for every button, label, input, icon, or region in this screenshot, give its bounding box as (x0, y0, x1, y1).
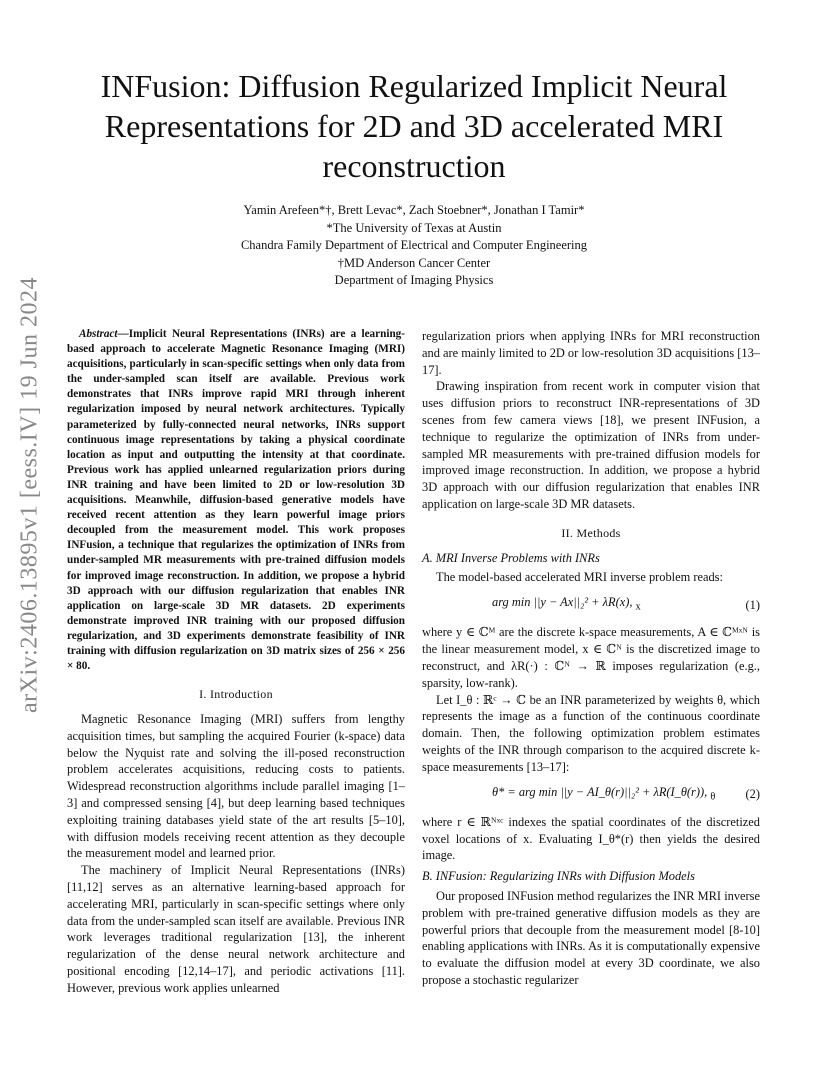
equation-1-body (492, 594, 641, 616)
section-heading-introduction: I. Introduction (199, 687, 273, 702)
arxiv-id-text: arXiv:2406.13895v1 [eess.IV] 19 Jun 2024 (16, 277, 43, 713)
affiliation-4: Department of Imaging Physics (334, 273, 494, 287)
affiliation-1: *The University of Texas at Austin (326, 220, 502, 235)
equation-2-text: θ* = arg min ||y − AI_θ(r)||₂² + λR(I_θ(r)), (492, 784, 708, 799)
author-names: Yamin Arefeen*†, Brett Levac*, Zach Stoebner*, Jonathan I Tamir* (243, 203, 585, 217)
equation-1-number: (1) (745, 597, 760, 612)
affiliation-2: Chandra Family Department of Electrical and Computer Engineering (240, 238, 588, 252)
equation-1 (422, 594, 760, 616)
methods-paragraph-1: The model-based accelerated MRI inverse problem reads: (436, 570, 723, 585)
equation-2-subscript: θ (710, 791, 716, 803)
methods-paragraph-2: where y ∈ ℂᴹ are the discrete k-space measurements, A ∈ ℂᴹˣᴺ is the linear measurement model, x ∈ ℂᴺ is the discretized image to reconstruct, and λR(·) : ℂᴺ → ℝ imposes regularization (e.g., sparsity, low-rank). (422, 625, 760, 690)
author-block (120, 202, 708, 290)
arxiv-identifier (10, 277, 50, 713)
equation-2 (422, 784, 760, 806)
equation-2-body (492, 784, 715, 806)
subsection-heading-a: A. MRI Inverse Problems with INRs (422, 550, 600, 565)
right-column (422, 328, 760, 989)
methods-paragraph-4: where r ∈ ℝᴺˣᶜ indexes the spatial coordinates of the discretized voxel locations of x. Evaluating I_θ*(r) then yields the desired image. (422, 814, 760, 863)
abstract-lead: Abstract (79, 328, 118, 340)
affiliation-3: †MD Anderson Cancer Center (337, 255, 491, 270)
methods-paragraph-3: Let I_θ : ℝᶜ → ℂ be an INR parameterized by weights θ, which represents the image as a function of the continuous coordinate domain. Then, the following optimization problem estimates weights of the INR through comparison to the acquired discrete k-space measurements [13–17]: (422, 692, 760, 774)
paper-title: INFusion: Diffusion Regularized Implicit Neural Representations for 2D and 3D accelerated MRI reconstruction (100, 68, 728, 184)
right-paragraph-1: regularization priors when applying INRs for MRI reconstruction and are mainly limited to 2D or low-resolution 3D acquisitions [13–17]. (422, 329, 760, 377)
abstract (67, 327, 405, 674)
subsection-heading-b: B. INFusion: Regularizing INRs with Diffusion Models (422, 869, 695, 884)
left-column (67, 327, 405, 997)
right-paragraph-2: Drawing inspiration from recent work in computer vision that uses diffusion priors to reconstruct INR-representations of 3D scenes from few camera views [18], we present INFusion, a technique to regularize the optimization of INRs from under-sampled MR measurements with pre-trained diffusion models for improved image reconstruction. In addition, we propose a hybrid 3D approach with our diffusion regularization that enables INR application on large-scale 3D MR datasets. (422, 379, 760, 511)
equation-1-subscript: x (635, 601, 641, 613)
methods-paragraph-5: Our proposed INFusion method regularizes the INR MRI inverse problem with pre-trained generative diffusion models as they are powerful priors that decouple from the measurement model [8-10] enabling applications with INRs. As it is computationally expensive to evaluate the diffusion model at every 3D coordinate, we also propose a stochastic regularizer (422, 889, 760, 988)
equation-1-text: arg min ||y − Ax||₂² + λR(x), (492, 595, 633, 610)
abstract-text: —Implicit Neural Representations (INRs) are a learning-based approach to accelerate Magnetic Resonance Imaging (MRI) acquisitions, particularly in scan-specific settings when only data from the under-sampled scan itself are available. Previous work demonstrates that INRs improve rapid MRI through inherent regularization imposed by neural network architectures. Typically parameterized by fully-connected neural networks, INRs support continuous image representations by taking a physical coordinate location as input and outputting the intensity at that coordinate. Previous work has applied unlearned regularization priors during INR training and have been limited to 2D or low-resolution 3D acquisitions. Meanwhile, diffusion-based generative models have received recent attention as they learn powerful image priors decoupled from the measurement model. This work proposes INFusion, a technique that regularizes the optimization of INRs from under-sampled MR measurements with pre-trained diffusion models for improved image reconstruction. In addition, we propose a hybrid 3D approach with our diffusion regularization that enables INR application on large-scale 3D MR datasets. 2D experiments demonstrate improved INR training with our proposed diffusion regularization, and 3D experiments demonstrate feasibility of INR training with diffusion regularization on 3D matrix sizes of 256 × 256 × 80. (67, 328, 405, 673)
intro-paragraph-1: Magnetic Resonance Imaging (MRI) suffers from lengthy acquisition times, but sampling the acquired Fourier (k-space) data below the Nyquist rate and solving the ill-posed reconstruction problem accelerates acquisitions, reducing costs to patients. Widespread reconstruction algorithms include parallel imaging [1–3] and compressed sensing [4], but deep learning based techniques exploiting training databases yield state of the art results [5–10], with diffusion models receiving recent attention as they decouple the measurement model and learned prior. (67, 711, 405, 861)
intro-paragraph-2: The machinery of Implicit Neural Representations (INRs) [11,12] serves as an alternative learning-based approach for accelerating MRI, particularly in scan-specific settings where only data from the under-sampled scan itself are available. Previous INR work leverages traditional regularization [13], the inherent regularization of the dense neural network architecture and positional encoding [12,14–17], and periodic activations [11]. However, previous work applies unlearned (67, 863, 405, 995)
section-heading-methods: II. Methods (561, 525, 621, 540)
equation-2-number: (2) (745, 787, 760, 802)
